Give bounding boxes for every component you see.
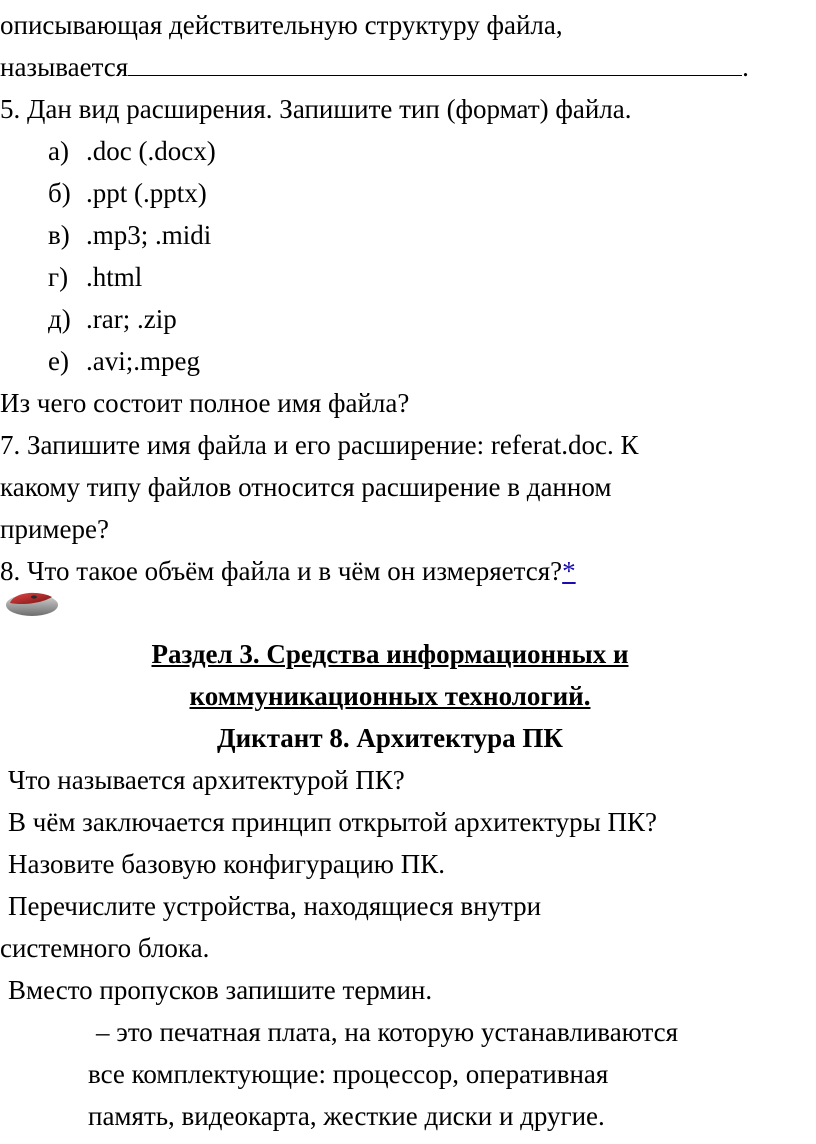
dictation-item-cont: системного блока. (0, 933, 210, 963)
question-7-cont: примере? (0, 514, 109, 544)
question-5: 5. Дан вид расширения. Запишите тип (формат) файла. (0, 94, 632, 124)
question-8: 8. Что такое объём файла и в чём он измеряется?* (0, 556, 576, 586)
footnote-link[interactable]: * (562, 556, 576, 586)
dictation-item: Что называется архитектурой ПК? (8, 765, 405, 795)
question-7: 7. Запишите имя файла и его расширение: referat.doc. К (0, 430, 639, 460)
option-item: б) .ppt (.pptx) (48, 178, 207, 208)
option-item: а) .doc (.docx) (48, 136, 216, 166)
text-line: описывающая действительную структуру файла, (0, 10, 563, 40)
term-definition-cont: память, видеокарта, жесткие диски и другие. (88, 1101, 605, 1131)
section-title: Раздел 3. Средства информационных и (151, 639, 629, 669)
answer-blank (128, 49, 742, 76)
computer-mouse-icon (4, 588, 60, 618)
dictation-item: Перечислите устройства, находящиеся внутри (8, 891, 542, 921)
section-title-cont: коммуникационных технологий. (189, 681, 591, 711)
dictation-item: Вместо пропусков запишите термин. (8, 975, 433, 1005)
option-item: г) .html (48, 262, 143, 292)
definition-line-with-blank: называется . (0, 46, 749, 88)
term-definition-cont: все комплектующие: процессор, оперативная (88, 1059, 609, 1089)
question-7-cont: какому типу файлов относится расширение в данном (0, 472, 612, 502)
option-item: д) .rar; .zip (48, 304, 177, 334)
dictation-item: Назовите базовую конфигурацию ПК. (8, 849, 445, 879)
dictation-item: В чём заключается принцип открытой архитектуры ПК? (8, 807, 657, 837)
option-item: е) .avi;.mpeg (48, 346, 200, 376)
term-definition: – это печатная плата, на которую устанавливаются (96, 1017, 679, 1047)
dictation-title: Диктант 8. Архитектура ПК (217, 723, 563, 753)
question-6: Из чего состоит полное имя файла? (0, 388, 410, 418)
option-item: в) .mp3; .midi (48, 220, 212, 250)
